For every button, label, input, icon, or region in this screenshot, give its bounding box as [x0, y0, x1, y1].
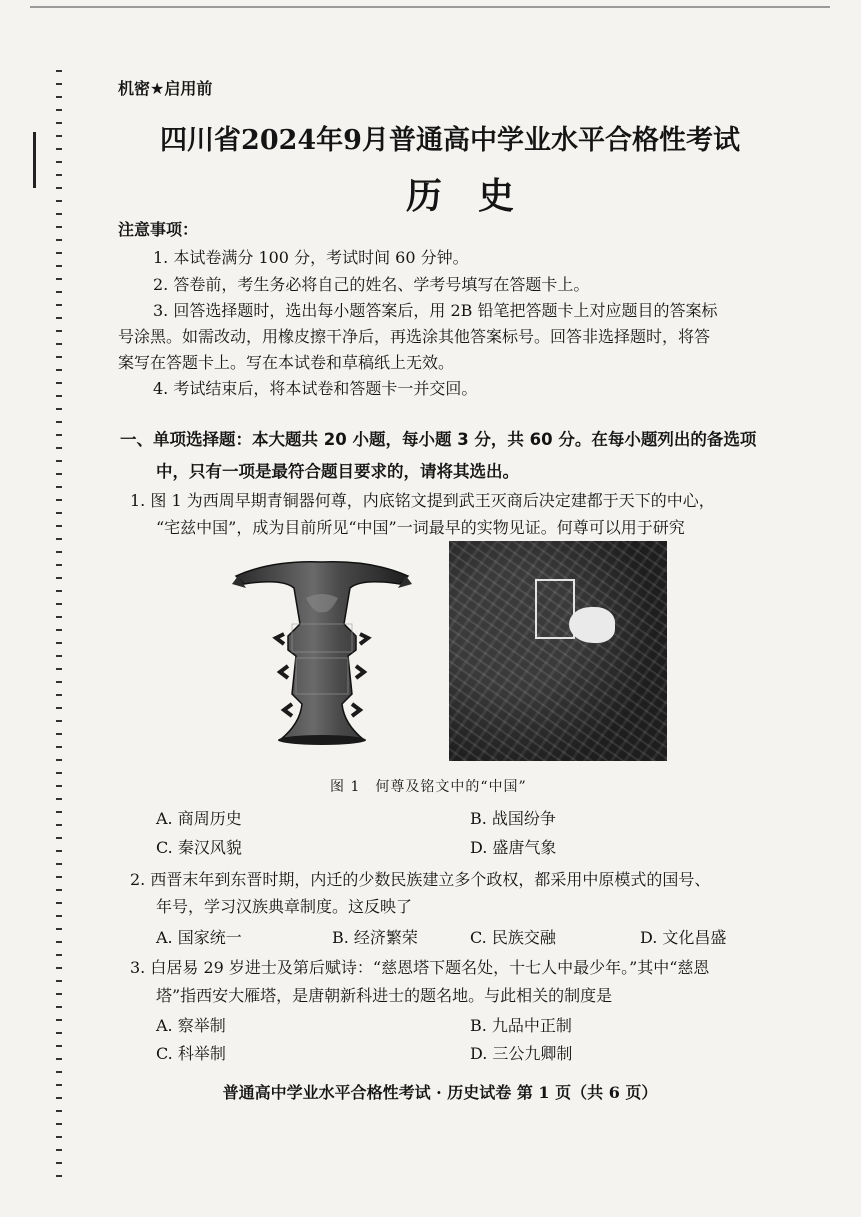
q1-option-d: D. 盛唐气象 [470, 838, 557, 857]
he-zun-bronze-vessel-image [232, 554, 412, 754]
notice-item: 3. 回答选择题时，选出每小题答案后，用 2B 铅笔把答题卡上对应题目的答案标 [153, 301, 718, 320]
q3-option-b: B. 九品中正制 [470, 1016, 572, 1035]
section-heading: 一、单项选择题：本大题共 20 小题，每小题 3 分，共 60 分。在每小题列出的备选项 [120, 430, 757, 449]
notice-heading: 注意事项： [118, 220, 199, 239]
question-1-text: 1. 图 1 为西周早期青铜器何尊，内底铭文提到武王灭商后决定建都于天下的中心， [130, 491, 715, 510]
notice-item: 4. 考试结束后，将本试卷和答题卡一并交回。 [153, 379, 478, 398]
notice-item: 2. 答卷前，考生务必将自己的姓名、学考号填写在答题卡上。 [153, 275, 590, 294]
q2-option-b: B. 经济繁荣 [332, 928, 418, 947]
binding-dotted-line [56, 70, 62, 1180]
inscription-rubbing-image [449, 541, 667, 761]
q3-option-d: D. 三公九卿制 [470, 1044, 573, 1063]
q3-option-c: C. 科举制 [156, 1044, 226, 1063]
q2-option-d: D. 文化昌盛 [640, 928, 727, 947]
confidential-label: 机密★启用前 [118, 79, 213, 98]
page-footer: 普通高中学业水平合格性考试 · 历史试卷 第 1 页（共 6 页） [222, 1083, 658, 1102]
q1-option-b: B. 战国纷争 [470, 809, 556, 828]
q2-option-a: A. 国家统一 [156, 928, 242, 947]
exam-title: 四川省2024年9月普通高中学业水平合格性考试 [160, 125, 740, 156]
q1-option-c: C. 秦汉风貌 [156, 838, 242, 857]
question-3-text: 3. 白居易 29 岁进士及第后赋诗：“慈恩塔下题名处，十七人中最少年。”其中“慈恩 [130, 958, 710, 977]
figure-1-caption: 图 1 何尊及铭文中的“中国” [330, 779, 527, 795]
notice-item: 号涂黑。如需改动，用橡皮擦干净后，再选涂其他答案标号。回答非选择题时，将答 [118, 327, 711, 346]
margin-mark [33, 132, 36, 188]
question-2-text: 2. 西晋末年到东晋时期，内迁的少数民族建立多个政权，都采用中原模式的国号、 [130, 870, 711, 889]
question-2-text-cont: 年号，学习汉族典章制度。这反映了 [156, 897, 413, 916]
question-1-text-cont: “宅兹中国”，成为目前所见“中国”一词最早的实物见证。何尊可以用于研究 [156, 518, 685, 537]
question-3-text-cont: 塔”指西安大雁塔，是唐朝新科进士的题名地。与此相关的制度是 [156, 986, 613, 1005]
q3-option-a: A. 察举制 [156, 1016, 226, 1035]
q1-option-a: A. 商周历史 [156, 809, 242, 828]
section-heading-cont: 中，只有一项是最符合题目要求的，请将其选出。 [156, 462, 519, 481]
notice-item: 1. 本试卷满分 100 分，考试时间 60 分钟。 [153, 248, 469, 267]
q2-option-c: C. 民族交融 [470, 928, 556, 947]
top-rule [30, 6, 830, 8]
subject-title: 历史 [406, 175, 551, 217]
notice-item: 案写在答题卡上。写在本试卷和草稿纸上无效。 [118, 353, 455, 372]
